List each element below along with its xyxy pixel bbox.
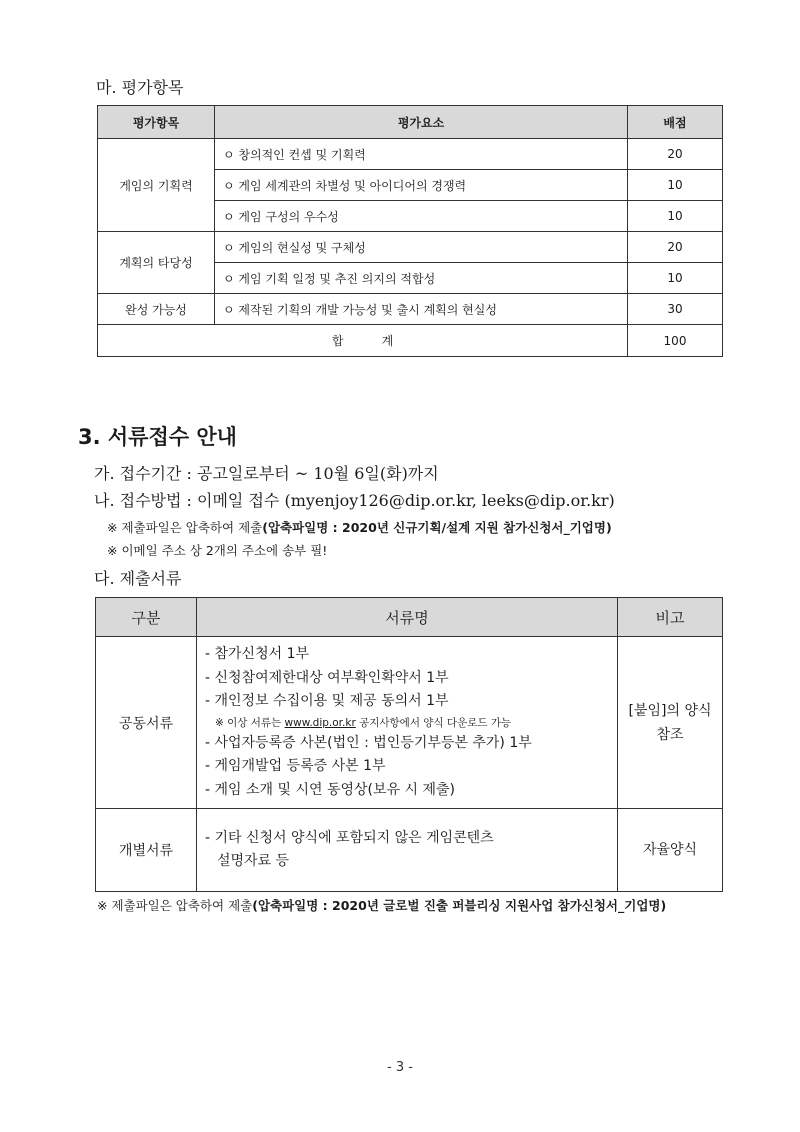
- element-cell: ㅇ 제작된 기획의 개발 가능성 및 출시 계획의 현실성: [215, 294, 628, 325]
- submission-period: 가. 접수기간 : 공고일로부터 ~ 10월 6일(화)까지: [94, 464, 439, 483]
- submission-note-2: ※ 이메일 주소 상 2개의 주소에 송부 필!: [107, 543, 328, 558]
- submission-note-1: [107, 518, 612, 536]
- document-list-cell: [197, 809, 618, 892]
- footer-submission-note: [97, 896, 666, 914]
- section-da-title: 다. 제출서류: [94, 569, 182, 588]
- list-item: - 게임개발업 등록증 사본 1부: [205, 758, 386, 774]
- submission-method: 나. 접수방법 : 이메일 접수 (myenjoy126@dip.or.kr, leeks@dip.or.kr): [94, 491, 615, 510]
- table-header-cell: 평가요소: [215, 106, 628, 139]
- list-item-continuation: 설명자료 등: [217, 853, 290, 869]
- table-row: [96, 637, 723, 809]
- list-item: - 신청참여제한대상 여부확인확약서 1부: [205, 669, 449, 686]
- remark-cell: [618, 637, 723, 809]
- table-row: [98, 139, 723, 170]
- list-item: - 기타 신청서 양식에 포함되지 않은 게임콘텐츠: [205, 829, 494, 846]
- note-text: ※ 이상 서류는: [215, 716, 285, 729]
- note-text: 공지사항에서 양식 다운로드 가능: [355, 716, 512, 729]
- list-item: - 참가신청서 1부: [205, 646, 310, 662]
- table-header-cell: 서류명: [197, 598, 618, 637]
- element-cell: ㅇ 게임의 현실성 및 구체성: [215, 232, 628, 263]
- score-cell: 10: [628, 170, 723, 201]
- list-item: - 개인정보 수집이용 및 제공 동의서 1부: [205, 693, 449, 709]
- document-list-cell: [197, 637, 618, 809]
- download-note: [205, 714, 609, 732]
- element-cell: ㅇ 게임 세계관의 차별성 및 아이디어의 경쟁력: [215, 170, 628, 201]
- table-header-row: [96, 598, 723, 637]
- note-filename: (압축파일명 : 2020년 글로벌 진출 퍼블리싱 지원사업 참가신청서_기업명): [252, 898, 667, 913]
- category-cell: 개별서류: [96, 809, 197, 892]
- table-total-row: [98, 325, 723, 357]
- element-cell: ㅇ 게임 구성의 우수성: [215, 201, 628, 232]
- section-3-title: 3. 서류접수 안내: [78, 425, 237, 449]
- list-item: - 게임 소개 및 시연 동영상(보유 시 제출): [205, 781, 455, 798]
- table-header-cell: 평가항목: [98, 106, 215, 139]
- score-cell: 10: [628, 263, 723, 294]
- score-cell: 30: [628, 294, 723, 325]
- score-cell: 20: [628, 139, 723, 170]
- category-cell: 공동서류: [96, 637, 197, 809]
- table-row: [96, 809, 723, 892]
- table-row: [98, 294, 723, 325]
- note-text: ※ 제출파일은 압축하여 제출: [97, 898, 253, 913]
- category-cell: 게임의 기획력: [98, 139, 215, 232]
- note-text: ※ 제출파일은 압축하여 제출: [107, 520, 263, 535]
- total-score-cell: 100: [628, 325, 723, 357]
- score-cell: 20: [628, 232, 723, 263]
- category-cell: 계획의 타당성: [98, 232, 215, 294]
- score-cell: 10: [628, 201, 723, 232]
- evaluation-table: [97, 105, 723, 357]
- remark-line: [붙임]의 양식: [628, 702, 712, 719]
- table-header-cell: 배점: [628, 106, 723, 139]
- element-cell: ㅇ 게임 기획 일정 및 추진 의지의 적합성: [215, 263, 628, 294]
- table-header-cell: 비고: [618, 598, 723, 637]
- website-link[interactable]: www.dip.or.kr: [284, 716, 356, 729]
- page-number: - 3 -: [387, 1060, 413, 1075]
- note-filename: (압축파일명 : 2020년 신규기획/설계 지원 참가신청서_기업명): [262, 520, 612, 535]
- list-item: - 사업자등록증 사본(법인 : 법인등기부등본 추가) 1부: [205, 734, 532, 751]
- remark-cell: 자율양식: [618, 809, 723, 892]
- category-cell: 완성 가능성: [98, 294, 215, 325]
- total-label-cell: 합 계: [98, 325, 628, 357]
- documents-table: [95, 597, 723, 892]
- section-ma-title: 마. 평가항목: [96, 78, 184, 97]
- table-header-row: [98, 106, 723, 139]
- remark-line: 참조: [656, 726, 684, 743]
- element-cell: ㅇ 창의적인 컨셉 및 기획력: [215, 139, 628, 170]
- table-row: [98, 232, 723, 263]
- table-header-cell: 구분: [96, 598, 197, 637]
